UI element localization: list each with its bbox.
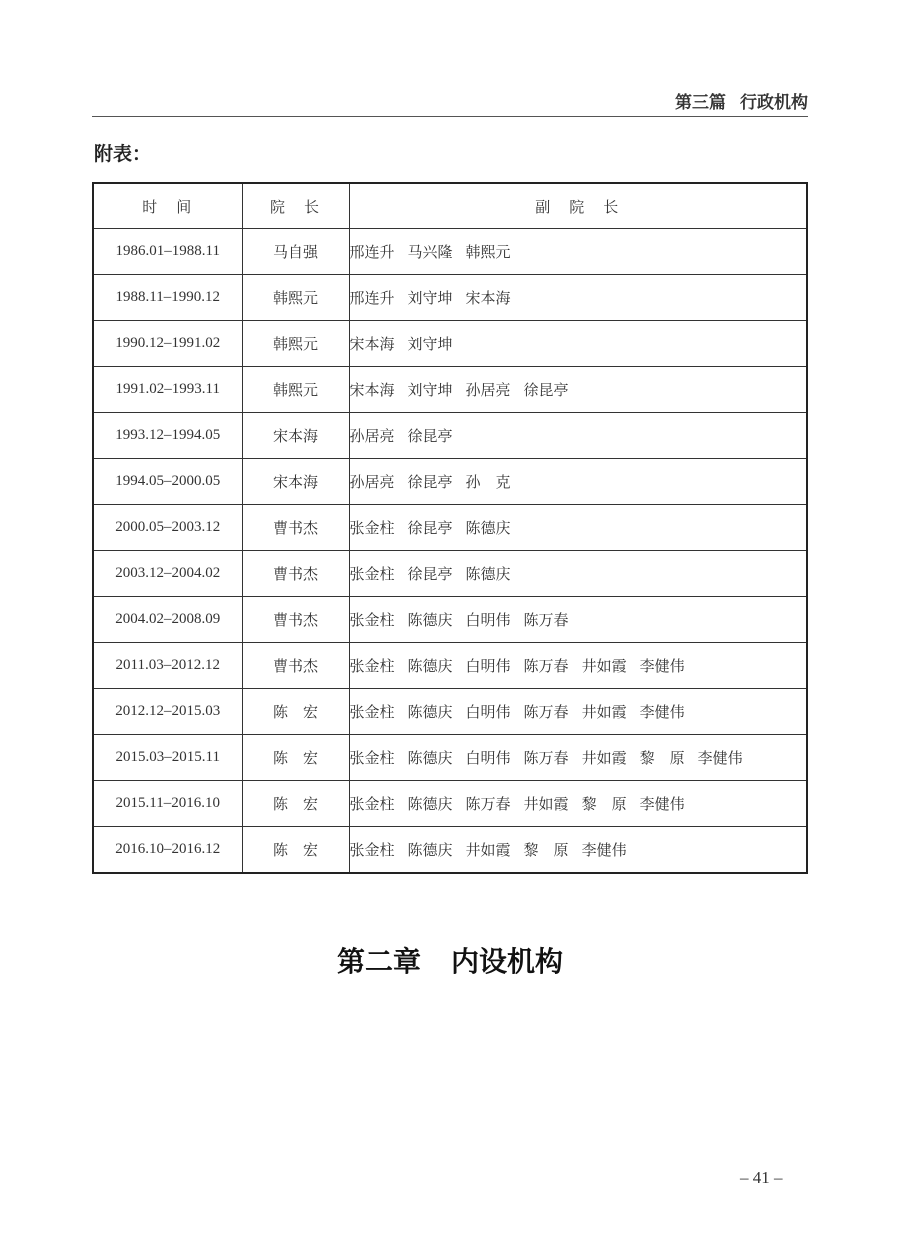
page-number: – 41 – xyxy=(740,1168,783,1187)
president-cell: 马自强 xyxy=(242,229,349,275)
vice-president-name: 邢连升 xyxy=(349,243,395,261)
table-row xyxy=(93,643,807,689)
vice-president-name: 李健伟 xyxy=(639,703,685,721)
table-row xyxy=(93,735,807,781)
vice-president-name: 张金柱 xyxy=(349,841,395,859)
vice-president-name: 李健伟 xyxy=(639,657,685,675)
president-cell: 曹书杰 xyxy=(242,643,349,689)
vice-president-name: 邢连升 xyxy=(349,289,395,307)
vice-president-name: 李健伟 xyxy=(639,795,685,813)
table-header-row xyxy=(93,183,807,229)
vice-president-name: 陈德庆 xyxy=(407,611,453,629)
leadership-table xyxy=(92,182,808,874)
column-header-president: 院 长 xyxy=(242,183,349,229)
vice-president-name: 陈万春 xyxy=(523,657,569,675)
column-header-vice-presidents: 副 院 长 xyxy=(349,183,807,229)
president-cell: 韩熙元 xyxy=(242,367,349,413)
vice-presidents-cell xyxy=(349,827,807,874)
vice-president-name: 白明伟 xyxy=(465,749,511,767)
vice-president-name: 刘守坤 xyxy=(407,335,453,353)
table-body xyxy=(93,229,807,874)
period-cell: 2004.02–2008.09 xyxy=(93,597,242,643)
president-cell: 陈 宏 xyxy=(242,735,349,781)
vice-president-name: 黎 原 xyxy=(639,749,685,767)
vice-president-name: 张金柱 xyxy=(349,519,395,537)
chapter-number: 第二章 xyxy=(336,945,421,978)
table-row xyxy=(93,781,807,827)
period-cell: 2000.05–2003.12 xyxy=(93,505,242,551)
vice-president-name: 孙 克 xyxy=(465,473,511,491)
vice-president-name: 李健伟 xyxy=(581,841,627,859)
vice-president-name: 宋本海 xyxy=(349,335,395,353)
period-cell: 2003.12–2004.02 xyxy=(93,551,242,597)
period-cell: 1990.12–1991.02 xyxy=(93,321,242,367)
vice-presidents-cell xyxy=(349,229,807,275)
vice-president-name: 白明伟 xyxy=(465,611,511,629)
vice-president-name: 井如霞 xyxy=(465,841,511,859)
vice-president-name: 徐昆亭 xyxy=(407,565,453,583)
table-row xyxy=(93,551,807,597)
vice-president-name: 陈万春 xyxy=(523,703,569,721)
president-cell: 陈 宏 xyxy=(242,781,349,827)
chapter-title: 内设机构 xyxy=(451,945,564,978)
vice-presidents-cell xyxy=(349,643,807,689)
vice-president-name: 白明伟 xyxy=(465,657,511,675)
chapter-heading xyxy=(0,940,900,980)
vice-president-name: 陈万春 xyxy=(523,611,569,629)
president-cell: 韩熙元 xyxy=(242,275,349,321)
vice-president-name: 陈万春 xyxy=(523,749,569,767)
vice-presidents-cell xyxy=(349,367,807,413)
header-rule xyxy=(92,116,808,117)
period-cell: 2012.12–2015.03 xyxy=(93,689,242,735)
vice-president-name: 张金柱 xyxy=(349,749,395,767)
vice-presidents-cell xyxy=(349,597,807,643)
vice-president-name: 陈德庆 xyxy=(465,519,511,537)
vice-president-name: 孙居亮 xyxy=(349,473,395,491)
vice-president-name: 白明伟 xyxy=(465,703,511,721)
vice-president-name: 井如霞 xyxy=(523,795,569,813)
vice-president-name: 井如霞 xyxy=(581,749,627,767)
vice-presidents-cell xyxy=(349,275,807,321)
vice-presidents-cell xyxy=(349,459,807,505)
vice-presidents-cell xyxy=(349,735,807,781)
vice-president-name: 张金柱 xyxy=(349,565,395,583)
vice-presidents-cell xyxy=(349,551,807,597)
president-cell: 宋本海 xyxy=(242,459,349,505)
vice-presidents-cell xyxy=(349,505,807,551)
vice-president-name: 张金柱 xyxy=(349,611,395,629)
table-row xyxy=(93,229,807,275)
vice-president-name: 井如霞 xyxy=(581,657,627,675)
vice-president-name: 马兴隆 xyxy=(407,243,453,261)
vice-president-name: 李健伟 xyxy=(697,749,743,767)
vice-president-name: 黎 原 xyxy=(581,795,627,813)
running-header xyxy=(92,88,808,113)
vice-president-name: 韩熙元 xyxy=(465,243,511,261)
table-row xyxy=(93,689,807,735)
table-row xyxy=(93,367,807,413)
vice-president-name: 徐昆亭 xyxy=(407,427,453,445)
president-cell: 曹书杰 xyxy=(242,551,349,597)
vice-president-name: 陈万春 xyxy=(465,795,511,813)
table-row xyxy=(93,505,807,551)
table-row xyxy=(93,459,807,505)
period-cell: 1988.11–1990.12 xyxy=(93,275,242,321)
vice-president-name: 孙居亮 xyxy=(465,381,511,399)
period-cell: 1986.01–1988.11 xyxy=(93,229,242,275)
vice-president-name: 张金柱 xyxy=(349,795,395,813)
president-cell: 曹书杰 xyxy=(242,597,349,643)
president-cell: 陈 宏 xyxy=(242,689,349,735)
vice-president-name: 徐昆亭 xyxy=(407,519,453,537)
vice-president-name: 刘守坤 xyxy=(407,381,453,399)
vice-presidents-cell xyxy=(349,413,807,459)
president-cell: 宋本海 xyxy=(242,413,349,459)
vice-president-name: 宋本海 xyxy=(349,381,395,399)
vice-president-name: 陈德庆 xyxy=(407,749,453,767)
vice-president-name: 张金柱 xyxy=(349,657,395,675)
section-label: 行政机构 xyxy=(740,93,808,113)
vice-president-name: 陈德庆 xyxy=(407,657,453,675)
vice-president-name: 陈德庆 xyxy=(465,565,511,583)
vice-president-name: 宋本海 xyxy=(465,289,511,307)
vice-president-name: 黎 原 xyxy=(523,841,569,859)
vice-president-name: 张金柱 xyxy=(349,703,395,721)
table-row xyxy=(93,275,807,321)
president-cell: 曹书杰 xyxy=(242,505,349,551)
period-cell: 1993.12–1994.05 xyxy=(93,413,242,459)
vice-president-name: 刘守坤 xyxy=(407,289,453,307)
vice-presidents-cell xyxy=(349,689,807,735)
period-cell: 2011.03–2012.12 xyxy=(93,643,242,689)
vice-president-name: 陈德庆 xyxy=(407,703,453,721)
period-cell: 2015.11–2016.10 xyxy=(93,781,242,827)
vice-presidents-cell xyxy=(349,321,807,367)
part-label: 第三篇 xyxy=(675,93,726,113)
table-row xyxy=(93,413,807,459)
period-cell: 2015.03–2015.11 xyxy=(93,735,242,781)
vice-president-name: 陈德庆 xyxy=(407,795,453,813)
vice-presidents-cell xyxy=(349,781,807,827)
president-cell: 韩熙元 xyxy=(242,321,349,367)
vice-president-name: 井如霞 xyxy=(581,703,627,721)
table-caption: 附表： xyxy=(94,143,152,165)
period-cell: 1991.02–1993.11 xyxy=(93,367,242,413)
column-header-period: 时 间 xyxy=(93,183,242,229)
vice-president-name: 徐昆亭 xyxy=(407,473,453,491)
president-cell: 陈 宏 xyxy=(242,827,349,874)
period-cell: 1994.05–2000.05 xyxy=(93,459,242,505)
table-row xyxy=(93,321,807,367)
vice-president-name: 陈德庆 xyxy=(407,841,453,859)
period-cell: 2016.10–2016.12 xyxy=(93,827,242,874)
table-row xyxy=(93,597,807,643)
vice-president-name: 孙居亮 xyxy=(349,427,395,445)
table-row xyxy=(93,827,807,874)
vice-president-name: 徐昆亭 xyxy=(523,381,569,399)
